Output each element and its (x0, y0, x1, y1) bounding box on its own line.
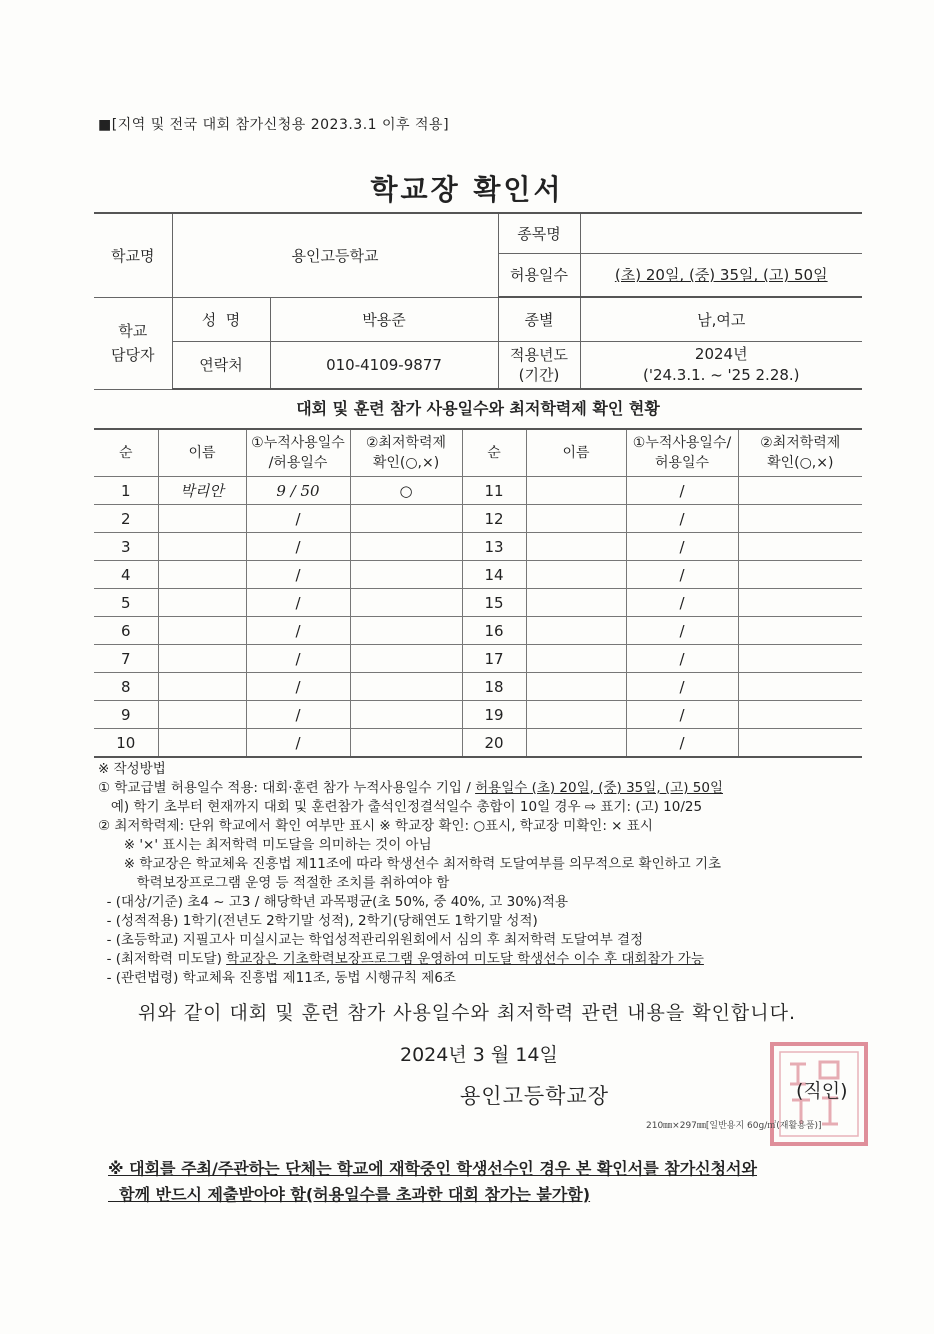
issue-date: 2024년 3 월 14일 (400, 1044, 558, 1066)
allowed-label: 허용일수 (498, 253, 580, 297)
year-value: 2024년 (694, 344, 748, 363)
row-min (350, 533, 462, 561)
footer-line: 함께 반드시 제출받아야 함(허용일수를 초과한 대회 참가는 불가함) (108, 1185, 591, 1204)
row-min-right (738, 673, 862, 701)
row-name: 박리안 (158, 477, 246, 505)
row-min-right (738, 729, 862, 758)
table-row (94, 729, 862, 758)
col-name-right: 이름 (526, 429, 626, 477)
note-line: ※ 작성방법 (98, 761, 166, 777)
row-name-right (526, 673, 626, 701)
col-name: 이름 (158, 429, 246, 477)
paper-size: 210㎜×297㎜[일반용지 60g/㎡(재활용품)] (646, 1121, 822, 1131)
note-text-underlined: 학교장은 기초학력보장프로그램 운영하여 미도달 학생선수 이수 후 대회참가 가능 (226, 951, 704, 967)
footer-line: ※ 대회를 주최/주관하는 단체는 학교에 재학중인 학생선수인 경우 본 확인서를 참가신청서와 (108, 1159, 757, 1178)
row-no-right: 13 (462, 533, 526, 561)
gender-value: 남,여고 (580, 297, 862, 341)
row-min (350, 645, 462, 673)
col-min: ②최저학력제 확인(○,×) (350, 429, 462, 477)
note-line: - (성적적용) 1학기(전년도 2학기말 성적), 2학기(당해연도 1학기말 성적) (98, 913, 538, 929)
table-row (94, 477, 862, 505)
row-no: 6 (94, 617, 158, 645)
row-no-right: 19 (462, 701, 526, 729)
row-min-right (738, 477, 862, 505)
contact-value: 010-4109-9877 (270, 341, 498, 389)
header-note: ■[지역 및 전국 대회 참가신청용 2023.3.1 이후 적용] (98, 117, 450, 133)
row-days: / (246, 701, 350, 729)
row-no: 4 (94, 561, 158, 589)
col-no-right: 순 (462, 429, 526, 477)
row-no: 3 (94, 533, 158, 561)
row-days: / (246, 673, 350, 701)
row-name (158, 617, 246, 645)
contact-label: 연락처 (172, 341, 270, 389)
period-value: ('24.3.1. ~ '25 2.28.) (642, 365, 800, 384)
table-row (94, 673, 862, 701)
table-row (94, 701, 862, 729)
row-days: / (246, 617, 350, 645)
row-min: ○ (350, 477, 462, 505)
row-name (158, 589, 246, 617)
note-line: - (초등학교) 지필고사 미실시교는 학업성적관리위원회에서 심의 후 최저학력 도달여부 결정 (98, 932, 644, 948)
row-name (158, 561, 246, 589)
row-name-right (526, 617, 626, 645)
seal-label: (직인) (796, 1080, 848, 1102)
row-no: 9 (94, 701, 158, 729)
row-min (350, 561, 462, 589)
row-name (158, 673, 246, 701)
row-days: / (246, 589, 350, 617)
row-min-right (738, 645, 862, 673)
col-days: ①누적사용일수 /허용일수 (246, 429, 350, 477)
event-value (580, 213, 862, 253)
row-no-right: 18 (462, 673, 526, 701)
row-days-right: / (626, 729, 738, 758)
row-min-right (738, 533, 862, 561)
usage-table (94, 428, 862, 758)
note-line: ② 최저학력제: 단위 학교에서 확인 여부만 표시 ※ 학교장 확인: ○표시, 학교장 미확인: × 표시 (98, 818, 653, 834)
table-row (94, 505, 862, 533)
row-no-right: 16 (462, 617, 526, 645)
note-line: - (관련법령) 학교체육 진흥법 제11조, 동법 시행규칙 제6조 (98, 970, 456, 986)
name-label: 성 명 (172, 297, 270, 341)
col-no: 순 (94, 429, 158, 477)
staff-label: 학교 담당자 (94, 297, 172, 389)
row-no-right: 17 (462, 645, 526, 673)
note-text: - (최저학력 미도달) (98, 951, 227, 967)
event-label: 종목명 (498, 213, 580, 253)
row-name-right (526, 645, 626, 673)
row-name (158, 729, 246, 758)
row-min-right (738, 617, 862, 645)
row-days-right: / (626, 617, 738, 645)
row-min-right (738, 589, 862, 617)
table-row (94, 589, 862, 617)
school-label: 학교명 (94, 213, 172, 297)
table-row (94, 561, 862, 589)
col-min-right: ②최저학력제 확인(○,×) (738, 429, 862, 477)
row-name (158, 533, 246, 561)
row-days: / (246, 533, 350, 561)
confirm-statement: 위와 같이 대회 및 훈련 참가 사용일수와 최저학력 관련 내용을 확인합니다. (137, 1002, 797, 1024)
row-name (158, 505, 246, 533)
row-min (350, 701, 462, 729)
row-min (350, 673, 462, 701)
row-min (350, 505, 462, 533)
footer-note (108, 1156, 848, 1208)
table-row (94, 617, 862, 645)
row-name-right (526, 729, 626, 758)
row-days-right: / (626, 645, 738, 673)
principal-name: 용인고등학교장 (460, 1084, 610, 1108)
row-no: 5 (94, 589, 158, 617)
row-name-right (526, 589, 626, 617)
school-value: 용인고등학교 (172, 213, 498, 297)
row-days-right: / (626, 533, 738, 561)
table-row (94, 533, 862, 561)
info-table (94, 212, 862, 390)
row-min-right (738, 505, 862, 533)
row-no: 10 (94, 729, 158, 758)
year-label: 적용년도 (기간) (498, 341, 580, 389)
row-days: 9 / 50 (246, 477, 350, 505)
row-no: 1 (94, 477, 158, 505)
row-no-right: 12 (462, 505, 526, 533)
row-name-right (526, 701, 626, 729)
note-line (98, 779, 868, 798)
row-min (350, 617, 462, 645)
page-title: 학교장 확인서 (370, 173, 564, 206)
row-no-right: 11 (462, 477, 526, 505)
row-name (158, 645, 246, 673)
row-min-right (738, 701, 862, 729)
row-min (350, 729, 462, 758)
note-line: ※ 학교장은 학교체육 진흥법 제11조에 따라 학생선수 최저학력 도달여부를 의무적으로 확인하고 기초 (98, 856, 722, 872)
name-value: 박용준 (270, 297, 498, 341)
row-days-right: / (626, 477, 738, 505)
row-days-right: / (626, 589, 738, 617)
row-days: / (246, 645, 350, 673)
note-line: ※ '×' 표시는 최저학력 미도달을 의미하는 것이 아님 (98, 837, 432, 853)
row-days: / (246, 561, 350, 589)
row-name-right (526, 533, 626, 561)
row-name-right (526, 477, 626, 505)
note-line: - (대상/기준) 초4 ~ 고3 / 해당학년 과목평균(초 50%, 중 40%, 고 30%)적용 (98, 894, 568, 910)
note-line: 학력보장프로그램 운영 등 적절한 조치를 취하여야 함 (98, 875, 450, 891)
row-days: / (246, 505, 350, 533)
row-days-right: / (626, 505, 738, 533)
row-days-right: / (626, 561, 738, 589)
row-no: 2 (94, 505, 158, 533)
row-days-right: / (626, 701, 738, 729)
note-text-underlined: 허용일수 (초) 20일, (중) 35일, (고) 50일 (475, 780, 723, 796)
row-min-right (738, 561, 862, 589)
note-line (98, 950, 868, 969)
note-line: 예) 학기 초부터 현재까지 대회 및 훈련참가 출석인정결석일수 총합이 10일 경우 ⇨ 표기: (고) 10/25 (98, 799, 703, 815)
year-cell (580, 341, 862, 389)
row-no: 8 (94, 673, 158, 701)
section-title: 대회 및 훈련 참가 사용일수와 최저학력제 확인 현황 (296, 399, 660, 418)
col-days-right: ①누적사용일수/ 허용일수 (626, 429, 738, 477)
row-name-right (526, 561, 626, 589)
row-no-right: 20 (462, 729, 526, 758)
row-no-right: 14 (462, 561, 526, 589)
gender-label: 종별 (498, 297, 580, 341)
allowed-value: (초) 20일, (중) 35일, (고) 50일 (580, 253, 862, 297)
row-no-right: 15 (462, 589, 526, 617)
row-name (158, 701, 246, 729)
row-days: / (246, 729, 350, 758)
row-no: 7 (94, 645, 158, 673)
row-name-right (526, 505, 626, 533)
table-row (94, 645, 862, 673)
note-text: ① 학교급별 허용일수 적용: 대회·훈련 참가 누적사용일수 기입 / (98, 780, 476, 796)
instructions (98, 760, 868, 988)
row-days-right: / (626, 673, 738, 701)
row-min (350, 589, 462, 617)
